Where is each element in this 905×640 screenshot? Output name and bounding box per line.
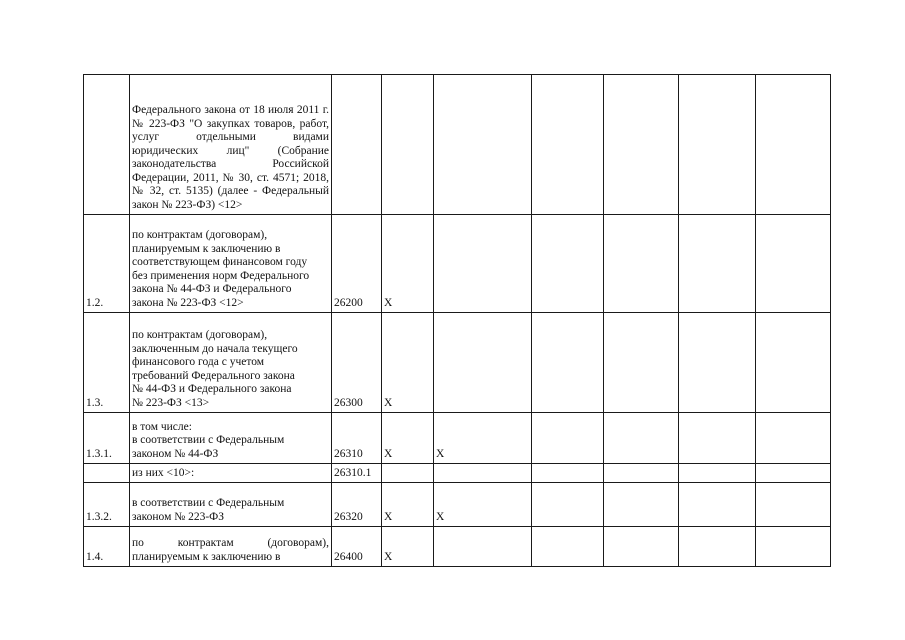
table-row [84,75,831,215]
empty-cell [756,313,831,413]
row-number: 1.2. [84,215,130,313]
row-number: 1.3.2. [84,483,130,527]
empty-cell [679,464,756,483]
row-number: 1.3. [84,313,130,413]
empty-cell [532,75,604,215]
row-code [332,75,382,215]
table-row [84,527,831,567]
table-row [84,313,831,413]
row-mark-1: X [382,527,434,567]
empty-cell [679,313,756,413]
empty-cell [532,464,604,483]
row-mark-2: X [434,483,532,527]
empty-cell [532,527,604,567]
row-mark-2 [434,215,532,313]
empty-cell [604,464,679,483]
row-mark-1: X [382,483,434,527]
row-number [84,75,130,215]
empty-cell [604,413,679,464]
table-row [84,483,831,527]
empty-cell [756,75,831,215]
row-description: по контрактам (договорам), планируемым к заключению в [130,527,332,567]
empty-cell [604,483,679,527]
row-mark-1: X [382,313,434,413]
empty-cell [532,483,604,527]
row-code: 26310 [332,413,382,464]
empty-cell [604,215,679,313]
empty-cell [604,527,679,567]
row-description: из них <10>: [130,464,332,483]
table-row [84,215,831,313]
empty-cell [679,75,756,215]
row-description: в соответствии с Федеральным законом № 223-ФЗ [130,483,332,527]
row-number: 1.3.1. [84,413,130,464]
row-description: по контрактам (договорам), заключенным до начала текущего финансового года с учетом требований Федерального закона № 44-ФЗ и Федерального закона № 223-ФЗ <13> [130,313,332,413]
row-mark-1: X [382,413,434,464]
table-row [84,464,831,483]
row-code: 26400 [332,527,382,567]
row-mark-2 [434,75,532,215]
row-mark-2: X [434,413,532,464]
empty-cell [756,464,831,483]
empty-cell [679,527,756,567]
budget-table [83,74,831,567]
row-mark-2 [434,527,532,567]
empty-cell [532,413,604,464]
empty-cell [604,75,679,215]
row-code: 26310.1 [332,464,382,483]
empty-cell [604,313,679,413]
row-mark-1 [382,75,434,215]
empty-cell [756,483,831,527]
empty-cell [756,413,831,464]
empty-cell [679,215,756,313]
empty-cell [756,215,831,313]
row-mark-1 [382,464,434,483]
row-number: 1.4. [84,527,130,567]
empty-cell [532,313,604,413]
empty-cell [756,527,831,567]
table-row [84,413,831,464]
row-code: 26320 [332,483,382,527]
row-description: по контрактам (договорам), планируемым к заключению в соответствующем финансовом году без применения норм Федерального закона № 44-ФЗ и Федерального закона № 223-ФЗ <12> [130,215,332,313]
empty-cell [679,483,756,527]
row-description: в том числе: в соответствии с Федеральным законом № 44-ФЗ [130,413,332,464]
row-code: 26300 [332,313,382,413]
empty-cell [532,215,604,313]
row-code: 26200 [332,215,382,313]
row-mark-2 [434,313,532,413]
row-mark-1: X [382,215,434,313]
row-mark-2 [434,464,532,483]
row-number [84,464,130,483]
row-description: Федерального закона от 18 июля 2011 г. № 223-ФЗ "О закупках товаров, работ, услуг отдельными видами юридических лиц" (Собрание законодательства Российской Федерации, 2011, № 30, ст. 4571; 2018, № 32, ст. 5135) (далее - Федеральный закон № 223-ФЗ) <12> [130,75,332,215]
empty-cell [679,413,756,464]
